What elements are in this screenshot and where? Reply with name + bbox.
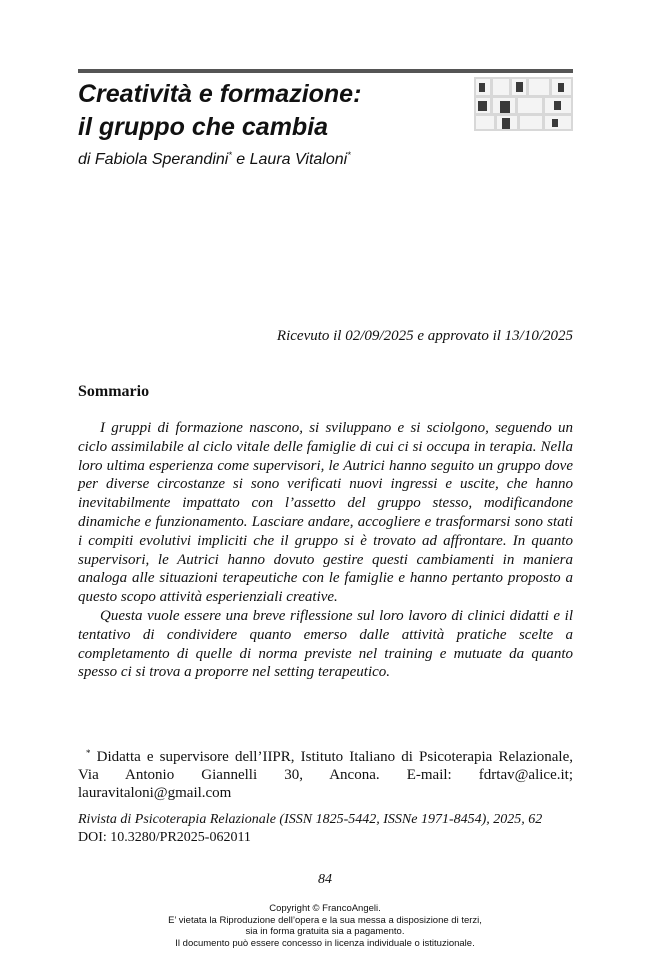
copyright-line-2: E’ vietata la Riproduzione dell’opera e la sua messa a disposizione di terzi,	[168, 914, 482, 926]
abstract-body	[78, 419, 573, 682]
doi-line: DOI: 10.3280/PR2025-062011	[78, 830, 251, 845]
section-thumbnail-image	[474, 77, 573, 131]
author-mark-2: *	[347, 150, 351, 160]
copyright-notice	[0, 903, 650, 949]
footnote-mark: *	[86, 748, 91, 758]
copyright-line-4: Il documento può essere concesso in licenza individuale o istituzionale.	[175, 937, 475, 949]
received-date-line: Ricevuto il 02/09/2025 e approvato il 13/10/2025	[276, 328, 573, 344]
authors-middle: e Laura Vitaloni	[231, 151, 348, 168]
copyright-line-1: Copyright © FrancoAngeli.	[269, 903, 381, 914]
title-line-1: Creatività e formazione:	[78, 80, 362, 108]
author-mark-1: *	[228, 150, 232, 160]
title-line-2: il gruppo che cambia	[78, 113, 329, 141]
journal-citation: Rivista di Psicoterapia Relazionale (ISSN 1825-5442, ISSNe 1971-8454), 2025, 62	[78, 812, 543, 827]
abstract-paragraph-2: Questa vuole essere una breve riflessione sul loro lavoro di clinici didatti e il tentativo di condividere quanto emerso dalle attività pratiche scelte a completamento di quelle di norma previste nel training e mutuate da quanto spesso ci si trova a proporre nel setting terapeutico.	[78, 607, 573, 681]
copyright-line-3: sia in forma gratuita sia a pagamento.	[245, 926, 405, 937]
author-affiliation-footnote	[78, 744, 573, 802]
page-number: 84	[318, 872, 332, 887]
top-rule	[78, 69, 573, 73]
footnote-text: Didatta e supervisore dell’IIPR, Istituto Italiano di Psicoterapia Relazionale, Via Antonio Giannelli 30, Ancona. E-mail: fdrtav@alice.it; lauravitaloni@gmail.com	[78, 749, 573, 801]
article-authors	[78, 145, 351, 170]
article-title	[78, 78, 361, 144]
abstract-heading: Sommario	[78, 383, 150, 400]
abstract-paragraph-1: I gruppi di formazione nascono, si sviluppano e si sciolgono, seguendo un ciclo assimilabile al ciclo vitale delle famiglie di cui ci si occupa in terapia. Nella loro ultima esperienza come supervisori, le Autrici hanno seguito un gruppo dove per diverse circostanze si sono verificati nuovi ingressi e uscite, che hanno inevitabilmente impattato con l’assetto del gruppo stesso, modificandone dinamiche e funzionamento. Lasciare andare, accogliere e trasformarsi sono stati i compiti evolutivi impliciti che il gruppo si è trovato ad affrontare. In quanto supervisori, le Autrici hanno dovuto gestire questi cambiamenti in maniera analoga alle situazioni terapeutiche con le famiglie e hanno pertanto proposto a questo scopo attività esperienziali creative.	[78, 420, 573, 606]
authors-prefix: di Fabiola Sperandini	[78, 151, 229, 168]
